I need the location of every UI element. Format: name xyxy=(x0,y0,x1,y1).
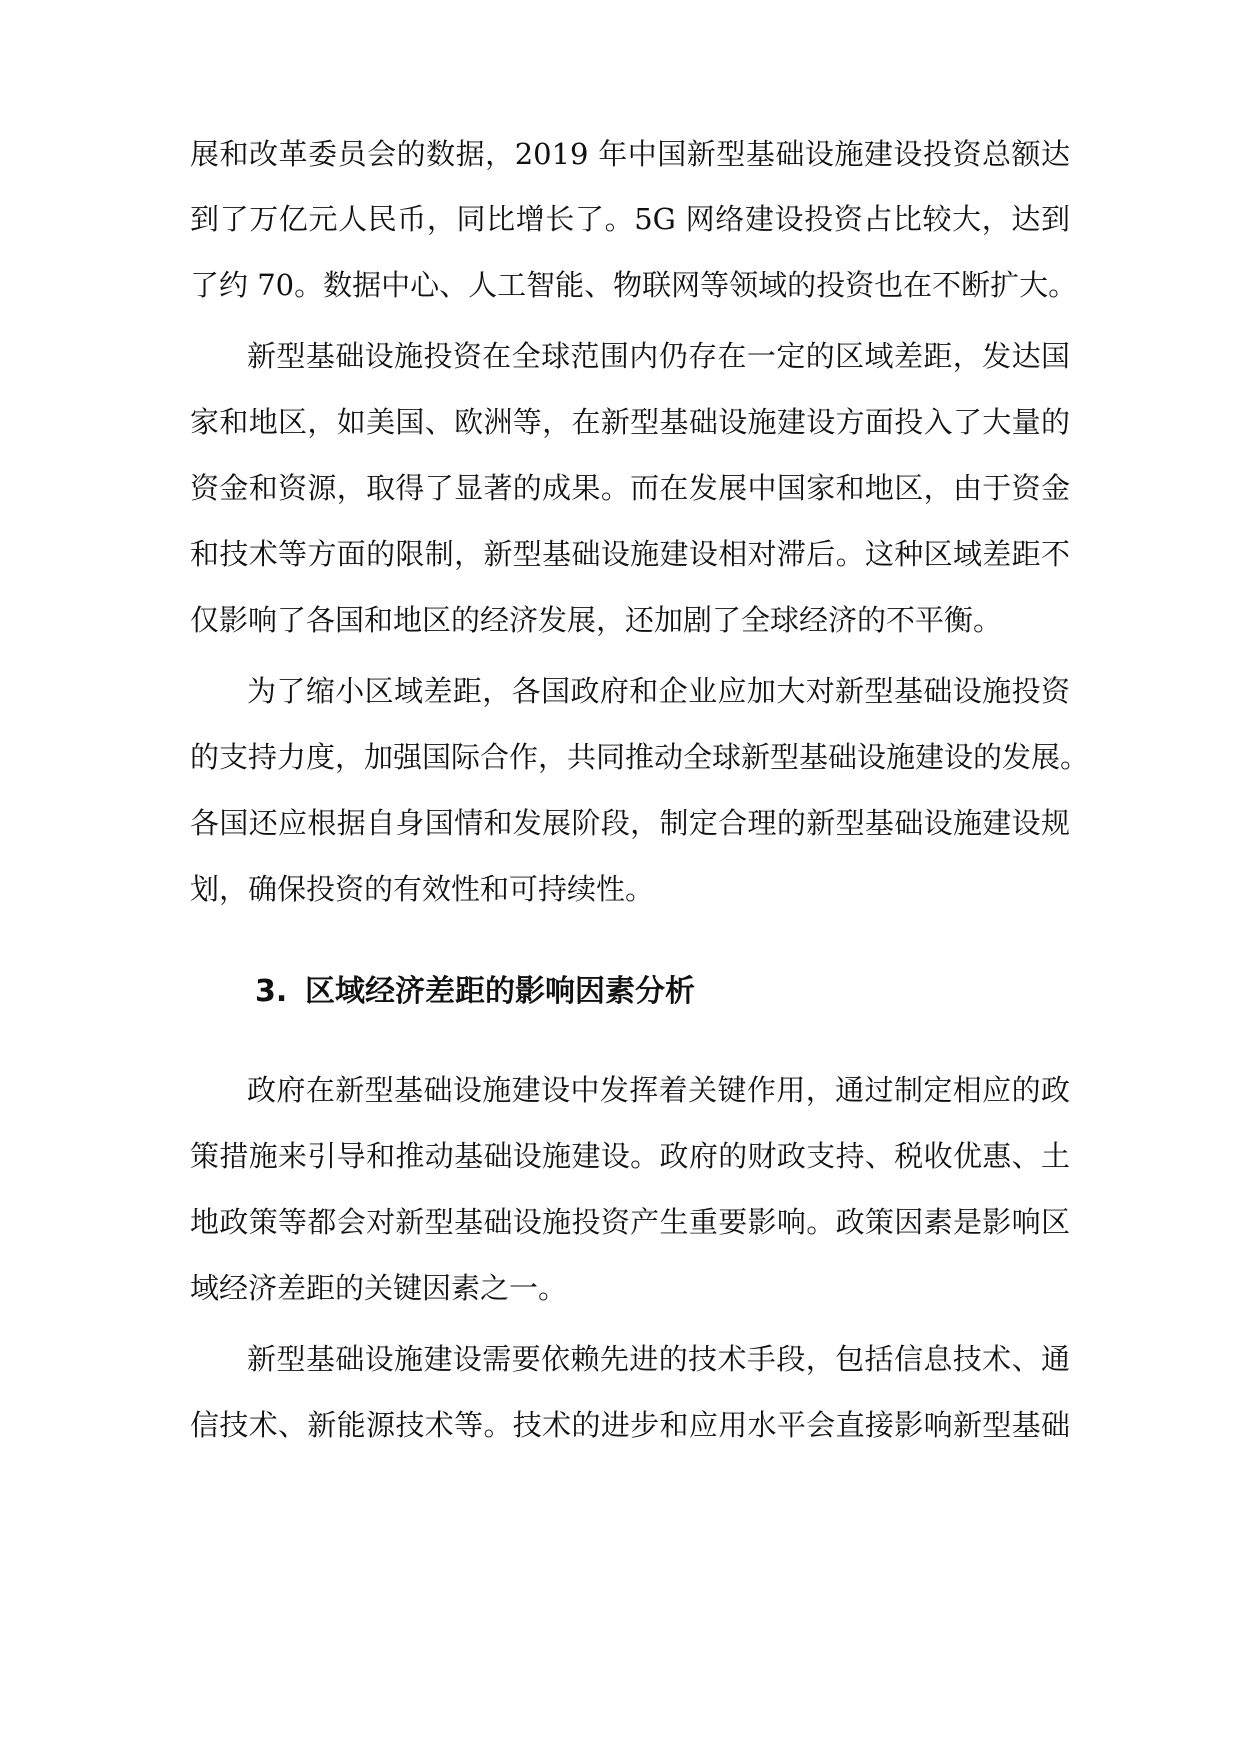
paragraph-1-line-2: 到了万亿元人民币，同比增长了。5G 网络建设投资占比较大，达到 xyxy=(190,202,1070,236)
section-paragraph-1-line-3: 地政策等都会对新型基础设施投资产生重要影响。政策因素是影响区 xyxy=(190,1205,1070,1239)
paragraph-3-line-2: 的支持力度，加强国际合作，共同推动全球新型基础设施建设的发展。 xyxy=(190,740,1090,774)
paragraph-1-line-1: 展和改革委员会的数据，2019 年中国新型基础设施建设投资总额达 xyxy=(190,137,1070,171)
section-number: 3. xyxy=(255,974,288,1009)
paragraph-3-line-3: 各国还应根据自身国情和发展阶段，制定合理的新型基础设施建设规 xyxy=(190,806,1070,840)
paragraph-2-line-2: 家和地区，如美国、欧洲等，在新型基础设施建设方面投入了大量的 xyxy=(190,405,1070,439)
paragraph-1-line-3: 了约 70。数据中心、人工智能、物联网等领域的投资也在不断扩大。 xyxy=(190,268,1078,302)
paragraph-3-line-4: 划，确保投资的有效性和可持续性。 xyxy=(190,872,655,906)
section-paragraph-2-line-1: 新型基础设施建设需要依赖先进的技术手段，包括信息技术、通 xyxy=(247,1342,1070,1376)
section-heading xyxy=(255,972,695,1012)
paragraph-2-line-1: 新型基础设施投资在全球范围内仍存在一定的区域差距，发达国 xyxy=(247,339,1070,373)
paragraph-3-line-1: 为了缩小区域差距，各国政府和企业应加大对新型基础设施投资 xyxy=(247,674,1070,708)
section-title: 区域经济差距的影响因素分析 xyxy=(305,974,695,1009)
section-paragraph-1-line-4: 域经济差距的关键因素之一。 xyxy=(190,1271,568,1305)
paragraph-2-line-5: 仅影响了各国和地区的经济发展，还加剧了全球经济的不平衡。 xyxy=(190,603,1003,637)
section-paragraph-2-line-2: 信技术、新能源技术等。技术的进步和应用水平会直接影响新型基础 xyxy=(190,1408,1070,1442)
paragraph-2-line-4: 和技术等方面的限制，新型基础设施建设相对滞后。这种区域差距不 xyxy=(190,537,1070,571)
section-paragraph-1-line-1: 政府在新型基础设施建设中发挥着关键作用，通过制定相应的政 xyxy=(247,1073,1070,1107)
paragraph-2-line-3: 资金和资源，取得了显著的成果。而在发展中国家和地区，由于资金 xyxy=(190,471,1070,505)
section-paragraph-1-line-2: 策措施来引导和推动基础设施建设。政府的财政支持、税收优惠、土 xyxy=(190,1139,1070,1173)
